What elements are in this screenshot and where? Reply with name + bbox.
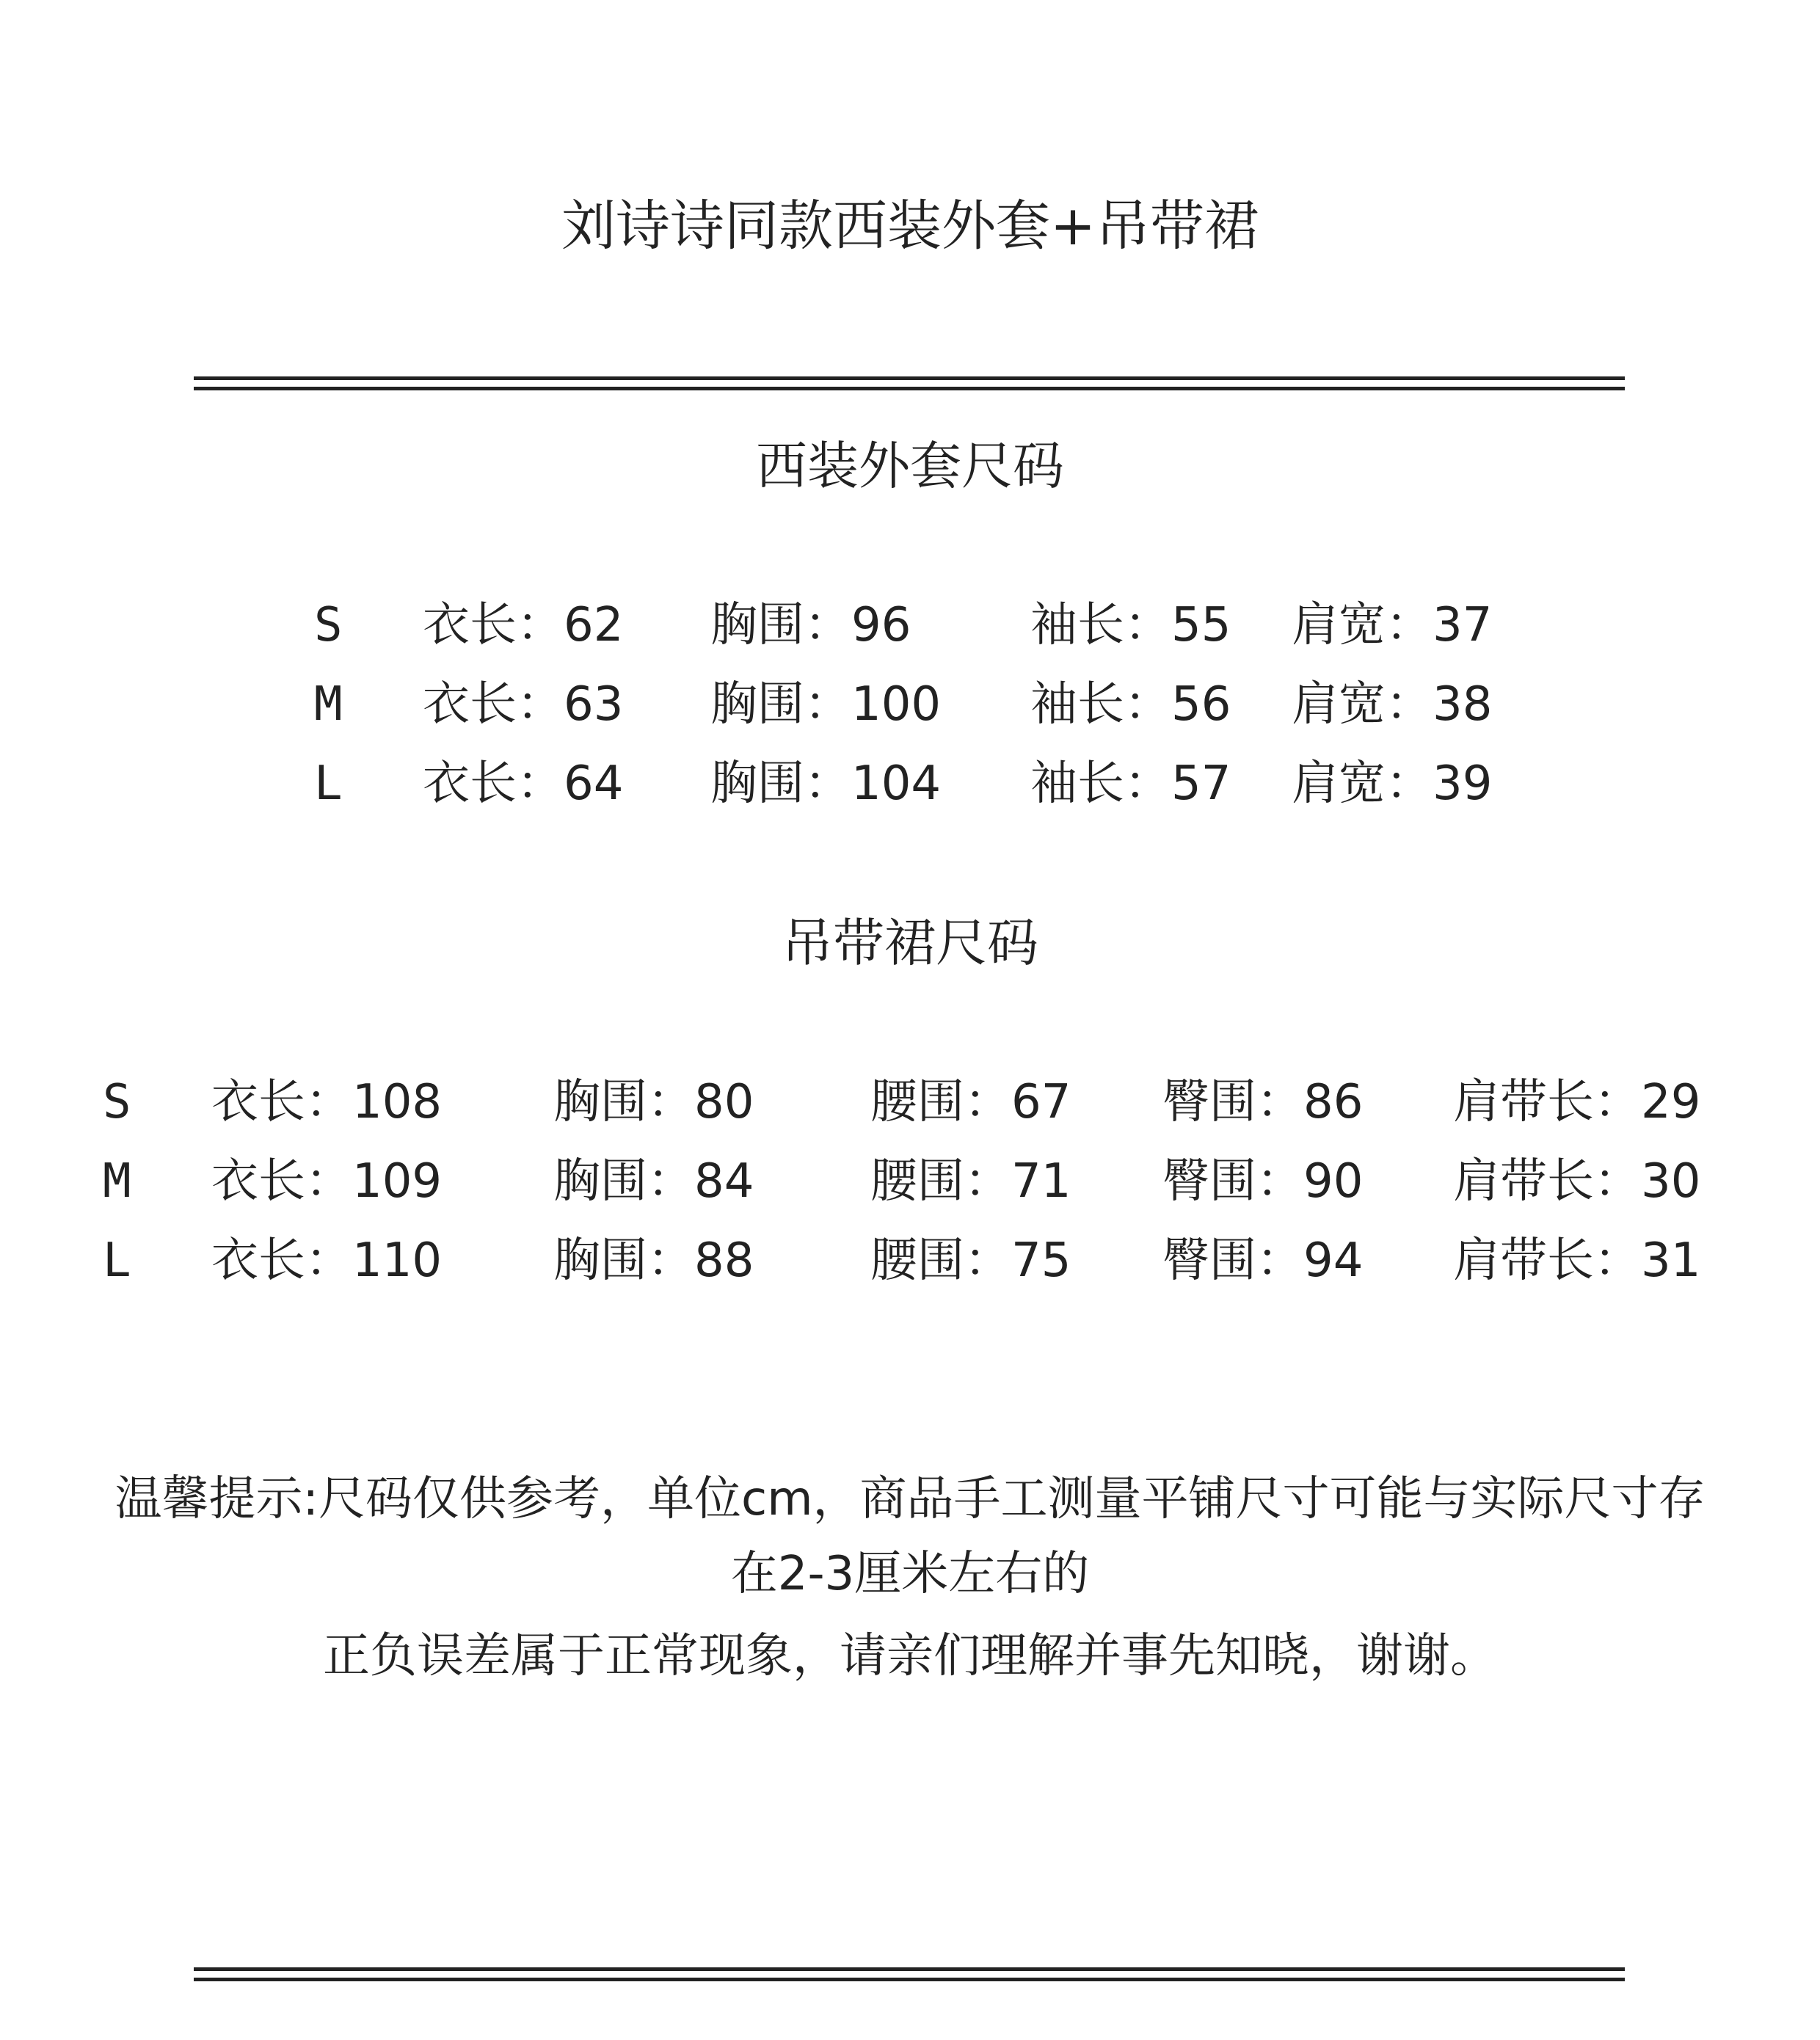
dress-length: 衣长：108 [211,1075,443,1129]
top-divider [194,373,1625,395]
dress-length: 衣长：110 [211,1234,443,1288]
jacket-chest: 胸围：100 [710,677,942,732]
dress-waist: 腰围：75 [870,1234,1071,1288]
dress-size-heading: 吊带裙尺码 [782,913,1038,973]
notice-line-3: 正负误差属于正常现象，请亲们理解并事先知晓，谢谢。 [323,1629,1497,1683]
dress-chest: 胸围：80 [553,1075,754,1129]
dress-chest: 胸围：84 [553,1154,754,1209]
dress-strap: 肩带长：29 [1453,1075,1701,1129]
dress-size-label: M [103,1154,131,1209]
jacket-sleeve: 袖长：57 [1030,757,1231,811]
dress-length: 衣长：109 [211,1154,443,1209]
bottom-divider [194,1964,1625,1986]
jacket-shoulder: 肩宽：38 [1292,677,1493,732]
dress-size-label: S [103,1075,131,1129]
jacket-sleeve: 袖长：56 [1030,677,1231,732]
jacket-shoulder: 肩宽：39 [1292,757,1493,811]
dress-hip: 臀围：94 [1162,1234,1364,1288]
jacket-size-label: S [314,598,343,652]
dress-hip: 臀围：86 [1162,1075,1364,1129]
dress-size-label: L [103,1234,131,1288]
dress-waist: 腰围：71 [870,1154,1071,1209]
jacket-length: 衣长：63 [423,677,624,732]
jacket-size-label: M [314,677,343,732]
jacket-chest: 胸围：96 [710,598,911,652]
jacket-shoulder: 肩宽：37 [1292,598,1493,652]
jacket-size-label: L [314,757,343,811]
dress-strap: 肩带长：31 [1453,1234,1701,1288]
notice-line-1: 温馨提示:尺码仅供参考，单位cm，商品手工测量平铺尺寸可能与实际尺寸存 [114,1472,1706,1526]
jacket-chest: 胸围：104 [710,757,942,811]
jacket-sleeve: 袖长：55 [1030,598,1231,652]
dress-waist: 腰围：67 [870,1075,1071,1129]
jacket-length: 衣长：64 [423,757,624,811]
dress-hip: 臀围：90 [1162,1154,1364,1209]
jacket-size-heading: 西装外套尺码 [756,436,1064,496]
dress-strap: 肩带长：30 [1453,1154,1701,1209]
page-title: 刘诗诗同款西装外套+吊带裙 [561,194,1259,258]
notice-line-2: 在2-3厘米左右的 [730,1547,1090,1601]
jacket-length: 衣长：62 [423,598,624,652]
dress-chest: 胸围：88 [553,1234,754,1288]
